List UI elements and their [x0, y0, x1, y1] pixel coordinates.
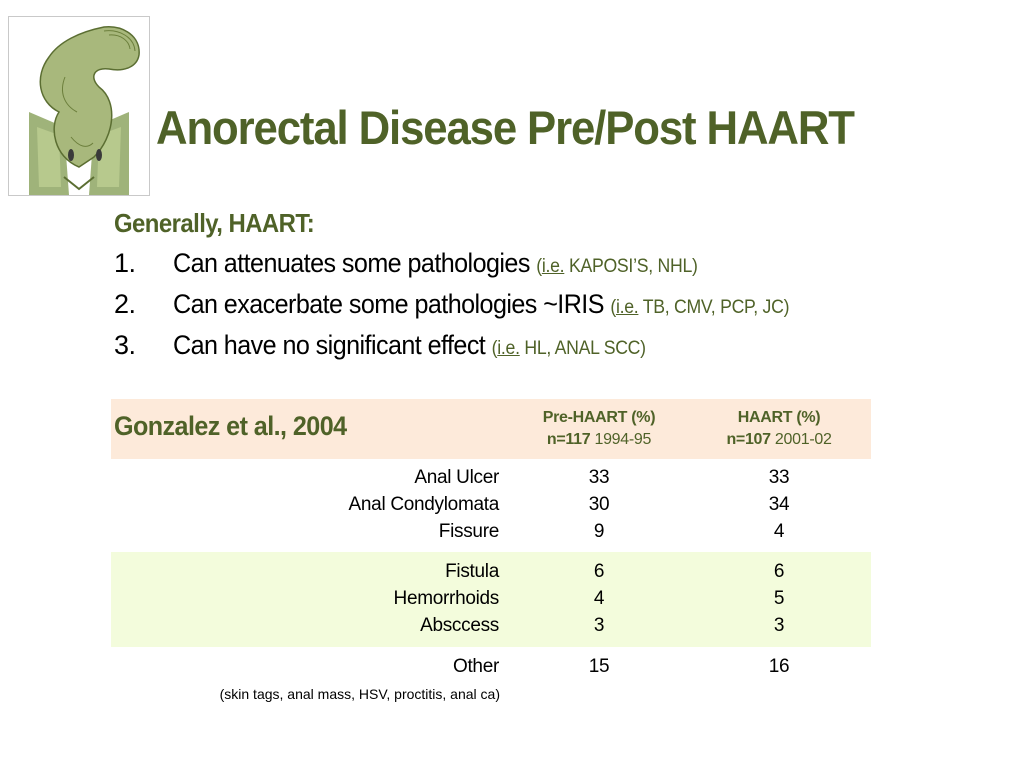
pre-haart-value: 3 — [593, 615, 605, 636]
column-title: HAART (%) — [737, 409, 821, 426]
pre-haart-value: 6 — [593, 561, 605, 582]
row-label: Other — [452, 656, 499, 677]
column-years: 1994-95 — [594, 431, 652, 448]
ie-abbrev: i.e. — [541, 256, 565, 277]
haart-value: 16 — [768, 656, 790, 677]
haart-value: 3 — [773, 615, 785, 636]
haart-value: 34 — [768, 494, 790, 515]
point-number: 1. — [114, 248, 136, 278]
row-label: Fistula — [445, 561, 499, 582]
study-citation: Gonzalez et al., 2004 — [114, 411, 347, 441]
pre-haart-value: 4 — [593, 588, 605, 609]
paren-open: ( — [610, 297, 616, 318]
row-label: Fissure — [438, 521, 499, 542]
other-footnote: (skin tags, anal mass, HSV, proctitis, anal ca) — [219, 686, 500, 702]
point-example — [492, 338, 646, 359]
column-n: n=107 — [726, 431, 771, 448]
row-label: Anal Condylomata — [348, 494, 499, 515]
table-row — [111, 494, 871, 521]
column-n: n=117 — [546, 431, 591, 448]
column-title: Pre-HAART (%) — [542, 409, 656, 426]
point-text: Can attenuates some pathologies — [173, 248, 530, 278]
anorectal-anatomy-illustration — [8, 16, 150, 196]
column-header-haart — [689, 407, 869, 451]
ie-abbrev: i.e. — [497, 338, 520, 359]
point-text-wrap — [173, 330, 646, 361]
haart-value: 6 — [773, 561, 785, 582]
point-text: Can have no significant effect — [173, 330, 486, 360]
haart-value: 33 — [768, 467, 790, 488]
pre-haart-value: 30 — [588, 494, 610, 515]
paren-open: ( — [536, 256, 542, 277]
point-text-wrap — [173, 289, 789, 320]
point-example — [536, 256, 697, 277]
pre-haart-value: 33 — [588, 467, 610, 488]
table-row — [111, 588, 871, 615]
slide-title: Anorectal Disease Pre/Post HAART — [156, 101, 854, 154]
row-label: Anal Ulcer — [414, 467, 499, 488]
haart-value: 5 — [773, 588, 785, 609]
pre-haart-value: 9 — [593, 521, 605, 542]
table-row — [111, 561, 871, 588]
point-number: 2. — [114, 289, 136, 319]
intro-heading: Generally, HAART: — [114, 208, 315, 238]
paren-open: ( — [491, 338, 498, 359]
row-label: Absccess — [420, 615, 499, 636]
row-group-shaded — [111, 552, 871, 647]
example-list: KAPOSI’S, NHL) — [564, 256, 698, 277]
point-example — [610, 297, 789, 318]
point-text: Can exacerbate some pathologies ~IRIS — [173, 289, 604, 319]
table-row — [111, 615, 871, 642]
example-list: HL, ANAL SCC) — [519, 338, 646, 359]
pre-haart-value: 15 — [588, 656, 610, 677]
row-label: Hemorrhoids — [393, 588, 499, 609]
point-number: 3. — [114, 330, 136, 360]
row-group — [111, 460, 871, 551]
column-years: 2001-02 — [774, 431, 832, 448]
table-row — [111, 521, 871, 548]
table-row — [111, 467, 871, 494]
column-header-pre-haart — [509, 407, 689, 451]
example-list: TB, CMV, PCP, JC) — [638, 297, 790, 318]
haart-value: 4 — [773, 521, 785, 542]
table-row — [111, 656, 871, 683]
ie-abbrev: i.e. — [615, 297, 639, 318]
table-header — [111, 399, 871, 459]
point-text-wrap — [173, 248, 698, 279]
